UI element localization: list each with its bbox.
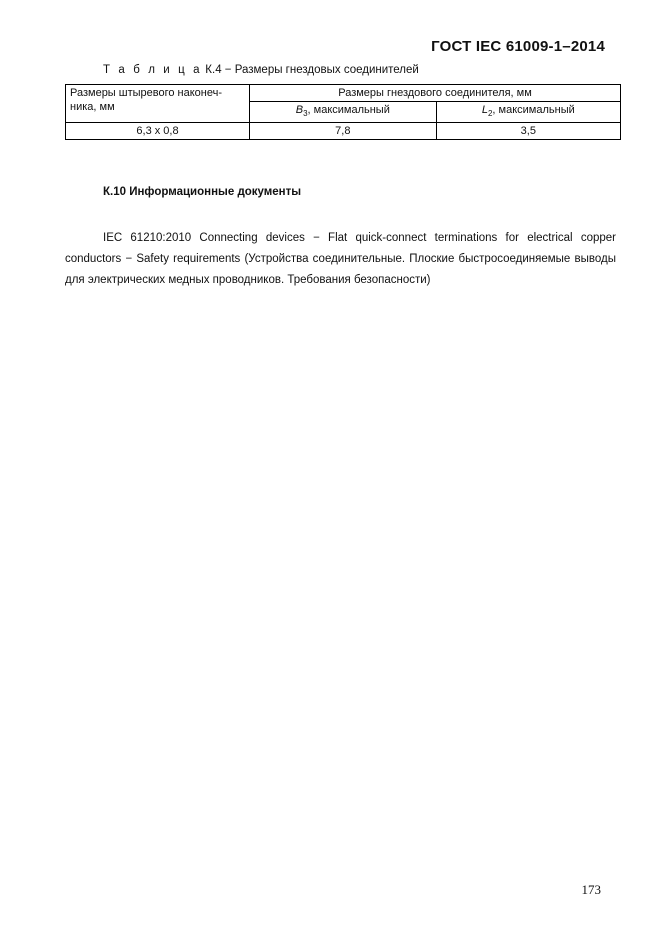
table-cell-b3-value: 7,8 bbox=[250, 123, 437, 140]
symbol-b-subscript: 3 bbox=[303, 109, 308, 119]
section-heading: К.10 Информационные документы bbox=[103, 186, 302, 198]
document-header: ГОСТ IEC 61009-1–2014 bbox=[431, 38, 605, 55]
table-subheader-b3 bbox=[250, 102, 437, 123]
page-number: 173 bbox=[581, 882, 601, 897]
table-subheader-l2 bbox=[436, 102, 620, 123]
subheader-l2-text: , максимальный bbox=[492, 104, 575, 116]
table-group-header: Размеры гнездового соединителя, мм bbox=[250, 85, 621, 102]
table-col1-header: Размеры штыревого наконеч-ника, мм bbox=[66, 85, 250, 123]
table-header-row bbox=[66, 85, 621, 102]
table-caption-prefix: Т а б л и ц а bbox=[103, 64, 203, 76]
dimensions-table bbox=[65, 84, 621, 140]
subheader-b3-text: , максимальный bbox=[307, 104, 390, 116]
symbol-b: B bbox=[295, 104, 304, 116]
table-row bbox=[66, 123, 621, 140]
symbol-l-subscript: 2 bbox=[487, 109, 493, 119]
table-caption-text: К.4 − Размеры гнездовых соединителей bbox=[202, 64, 419, 76]
symbol-l: L bbox=[481, 104, 488, 116]
body-paragraph: IEC 61210:2010 Connecting devices − Flat quick-connect terminations for electrical copper conductors − Safety requirements (Устройства соединительные. Плоские быстросоединяемые выводы для электрических медных проводников. Требования безопасности) bbox=[65, 232, 616, 286]
table-caption bbox=[103, 64, 419, 76]
table-cell-l2-value: 3,5 bbox=[436, 123, 620, 140]
table-cell-pin-size: 6,3 x 0,8 bbox=[66, 123, 250, 140]
